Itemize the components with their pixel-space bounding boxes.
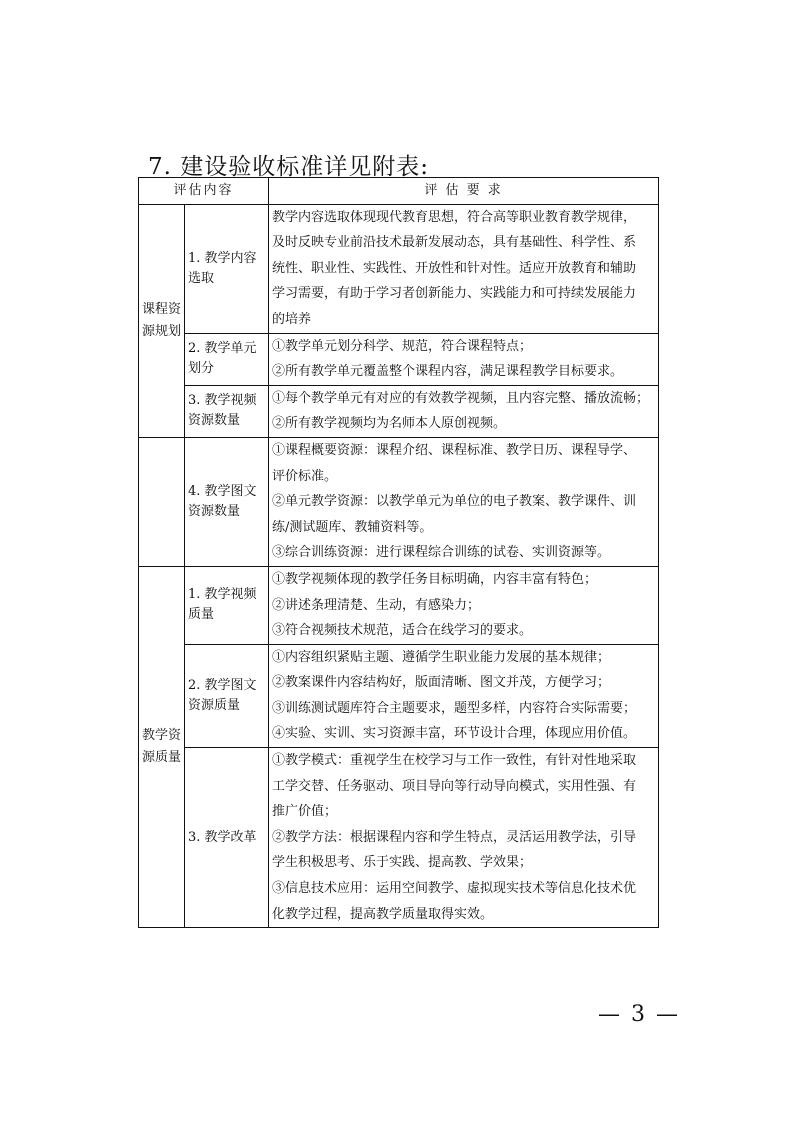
requirement-cell: ①教学单元划分科学、规范，符合课程特点； ②所有教学单元覆盖整个课程内容，满足课程教学目标要求。 xyxy=(269,333,659,385)
item-cell: 4. 教学图文 资源数量 xyxy=(185,437,269,566)
header-content: 评估内容 xyxy=(139,178,269,205)
table-row xyxy=(139,748,659,928)
item-cell: 3. 教学视频 资源数量 xyxy=(185,385,269,437)
table-row xyxy=(139,204,659,333)
table-header-row xyxy=(139,178,659,205)
acceptance-standards-table xyxy=(138,177,659,928)
table-row xyxy=(139,644,659,747)
item-cell: 3. 教学改革 xyxy=(185,748,269,928)
requirement-cell: ①教学视频体现的教学任务目标明确，内容丰富有特色； ②讲述条理清楚、生动，有感染力； ③符合视频技术规范，适合在线学习的要求。 xyxy=(269,566,659,644)
table-row xyxy=(139,385,659,437)
category-cell: 教学资 源质量 xyxy=(139,566,185,927)
requirement-cell: ①课程概要资源：课程介绍、课程标准、教学日历、课程导学、 评价标准。 ②单元教学资源：以教学单元为单位的电子教案、教学课件、训 练/测试题库、教辅资料等。 ③综合训练资源：进行课程综合训练的试卷、实训资源等。 xyxy=(269,437,659,566)
section-heading: 7. 建设验收标准详见附表: xyxy=(148,154,430,180)
item-cell: 1. 教学视频 质量 xyxy=(185,566,269,644)
requirement-cell: ①每个教学单元有对应的有效教学视频，且内容完整、播放流畅； ②所有教学视频均为名师本人原创视频。 xyxy=(269,385,659,437)
requirement-cell: ①内容组织紧贴主题、遵循学生职业能力发展的基本规律； ②教案课件内容结构好，版面清晰、图文并茂，方便学习； ③训练测试题库符合主题要求，题型多样，内容符合实际需要； ④实验、实训、实习资源丰富，环节设计合理，体现应用价值。 xyxy=(269,644,659,747)
table-row xyxy=(139,566,659,644)
category-cell: 课程资 源规划 xyxy=(139,204,185,437)
item-cell: 2. 教学图文 资源质量 xyxy=(185,644,269,747)
category-cell xyxy=(139,437,185,566)
item-cell: 1. 教学内容 选取 xyxy=(185,204,269,333)
requirement-cell: ①教学模式：重视学生在校学习与工作一致性，有针对性地采取 工学交替、任务驱动、项目导向等行动导向模式，实用性强、有 推广价值； ②教学方法：根据课程内容和学生特点，灵活运用教学法，引导 学生积极思考、乐于实践、提高教、学效果； ③信息技术应用：运用空间教学、虚拟现实技术等信息化技术优 化教学过程，提高教学质量取得实效。 xyxy=(269,748,659,928)
header-requirement: 评 估 要 求 xyxy=(269,178,659,205)
table-row xyxy=(139,437,659,566)
item-cell: 2. 教学单元 划分 xyxy=(185,333,269,385)
requirement-cell: 教学内容选取体现现代教育思想，符合高等职业教育教学规律， 及时反映专业前沿技术最新发展动态，具有基础性、科学性、系 统性、职业性、实践性、开放性和针对性。适应开放教育和辅助 学习需要，有助于学习者创新能力、实践能力和可持续发展能力 的培养 xyxy=(269,204,659,333)
table-row xyxy=(139,333,659,385)
page-number: — 3 — xyxy=(598,1002,680,1027)
